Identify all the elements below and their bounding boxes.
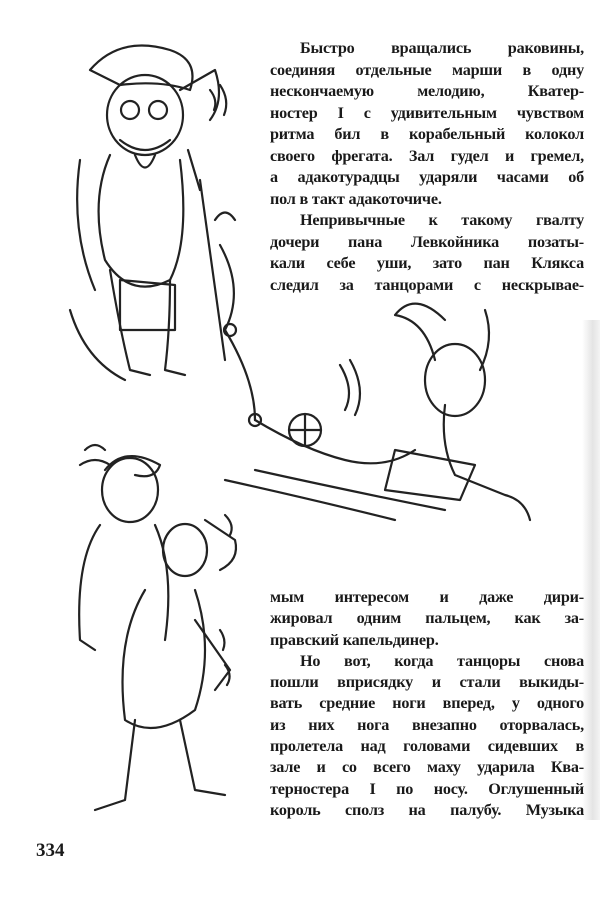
text-line: правский капельдинер. xyxy=(270,630,439,649)
scan-shadow xyxy=(582,320,600,820)
text-line: Но вот, когда танцоры снова xyxy=(300,651,584,670)
text-line: следил за танцорами с нескрывае- xyxy=(270,275,584,294)
text-line: ритма бил в корабельный колокол xyxy=(270,125,584,143)
text-column-top xyxy=(270,38,584,296)
text-line: из них нога внезапно оторвалась, xyxy=(270,715,584,734)
text-line: своего фрегата. Зал гудел и гремел, xyxy=(270,146,584,165)
text-column-bottom xyxy=(270,587,584,821)
text-line: кали себе уши, зато пан Клякса xyxy=(270,254,584,272)
text-line: пролетела над головами сидевших в xyxy=(270,737,584,756)
text-line: мым интересом и даже дири- xyxy=(270,588,584,606)
text-line: зале и со всего маху ударила Ква- xyxy=(270,758,584,777)
text-line: вать средние ноги вперед, у одного xyxy=(270,694,584,713)
illustration-two-men xyxy=(55,440,255,840)
text-line: дочери пана Левкойника позаты- xyxy=(270,232,584,251)
text-line: пол в такт адакоточиче. xyxy=(270,189,442,208)
page-number: 334 xyxy=(36,840,65,861)
text-line: пошли вприсядку и стали выкиды- xyxy=(270,673,584,692)
text-line: а адакотурадцы ударяли часами об xyxy=(270,168,584,186)
text-line: терностера I по носу. Оглушенный xyxy=(270,779,584,798)
text-line: жировал одним пальцем, как за- xyxy=(270,609,584,628)
text-line: ностер I с удивительным чувством xyxy=(270,103,584,122)
text-line: Непривычные к такому гвалту xyxy=(300,211,584,229)
text-line: нескончаемую мелодию, Кватер- xyxy=(270,82,584,100)
text-line: король сполз на палубу. Музыка xyxy=(270,800,584,819)
text-line: Быстро вращались раковины, xyxy=(300,39,584,57)
text-line: соединяя отдельные марши в одну xyxy=(270,60,584,79)
